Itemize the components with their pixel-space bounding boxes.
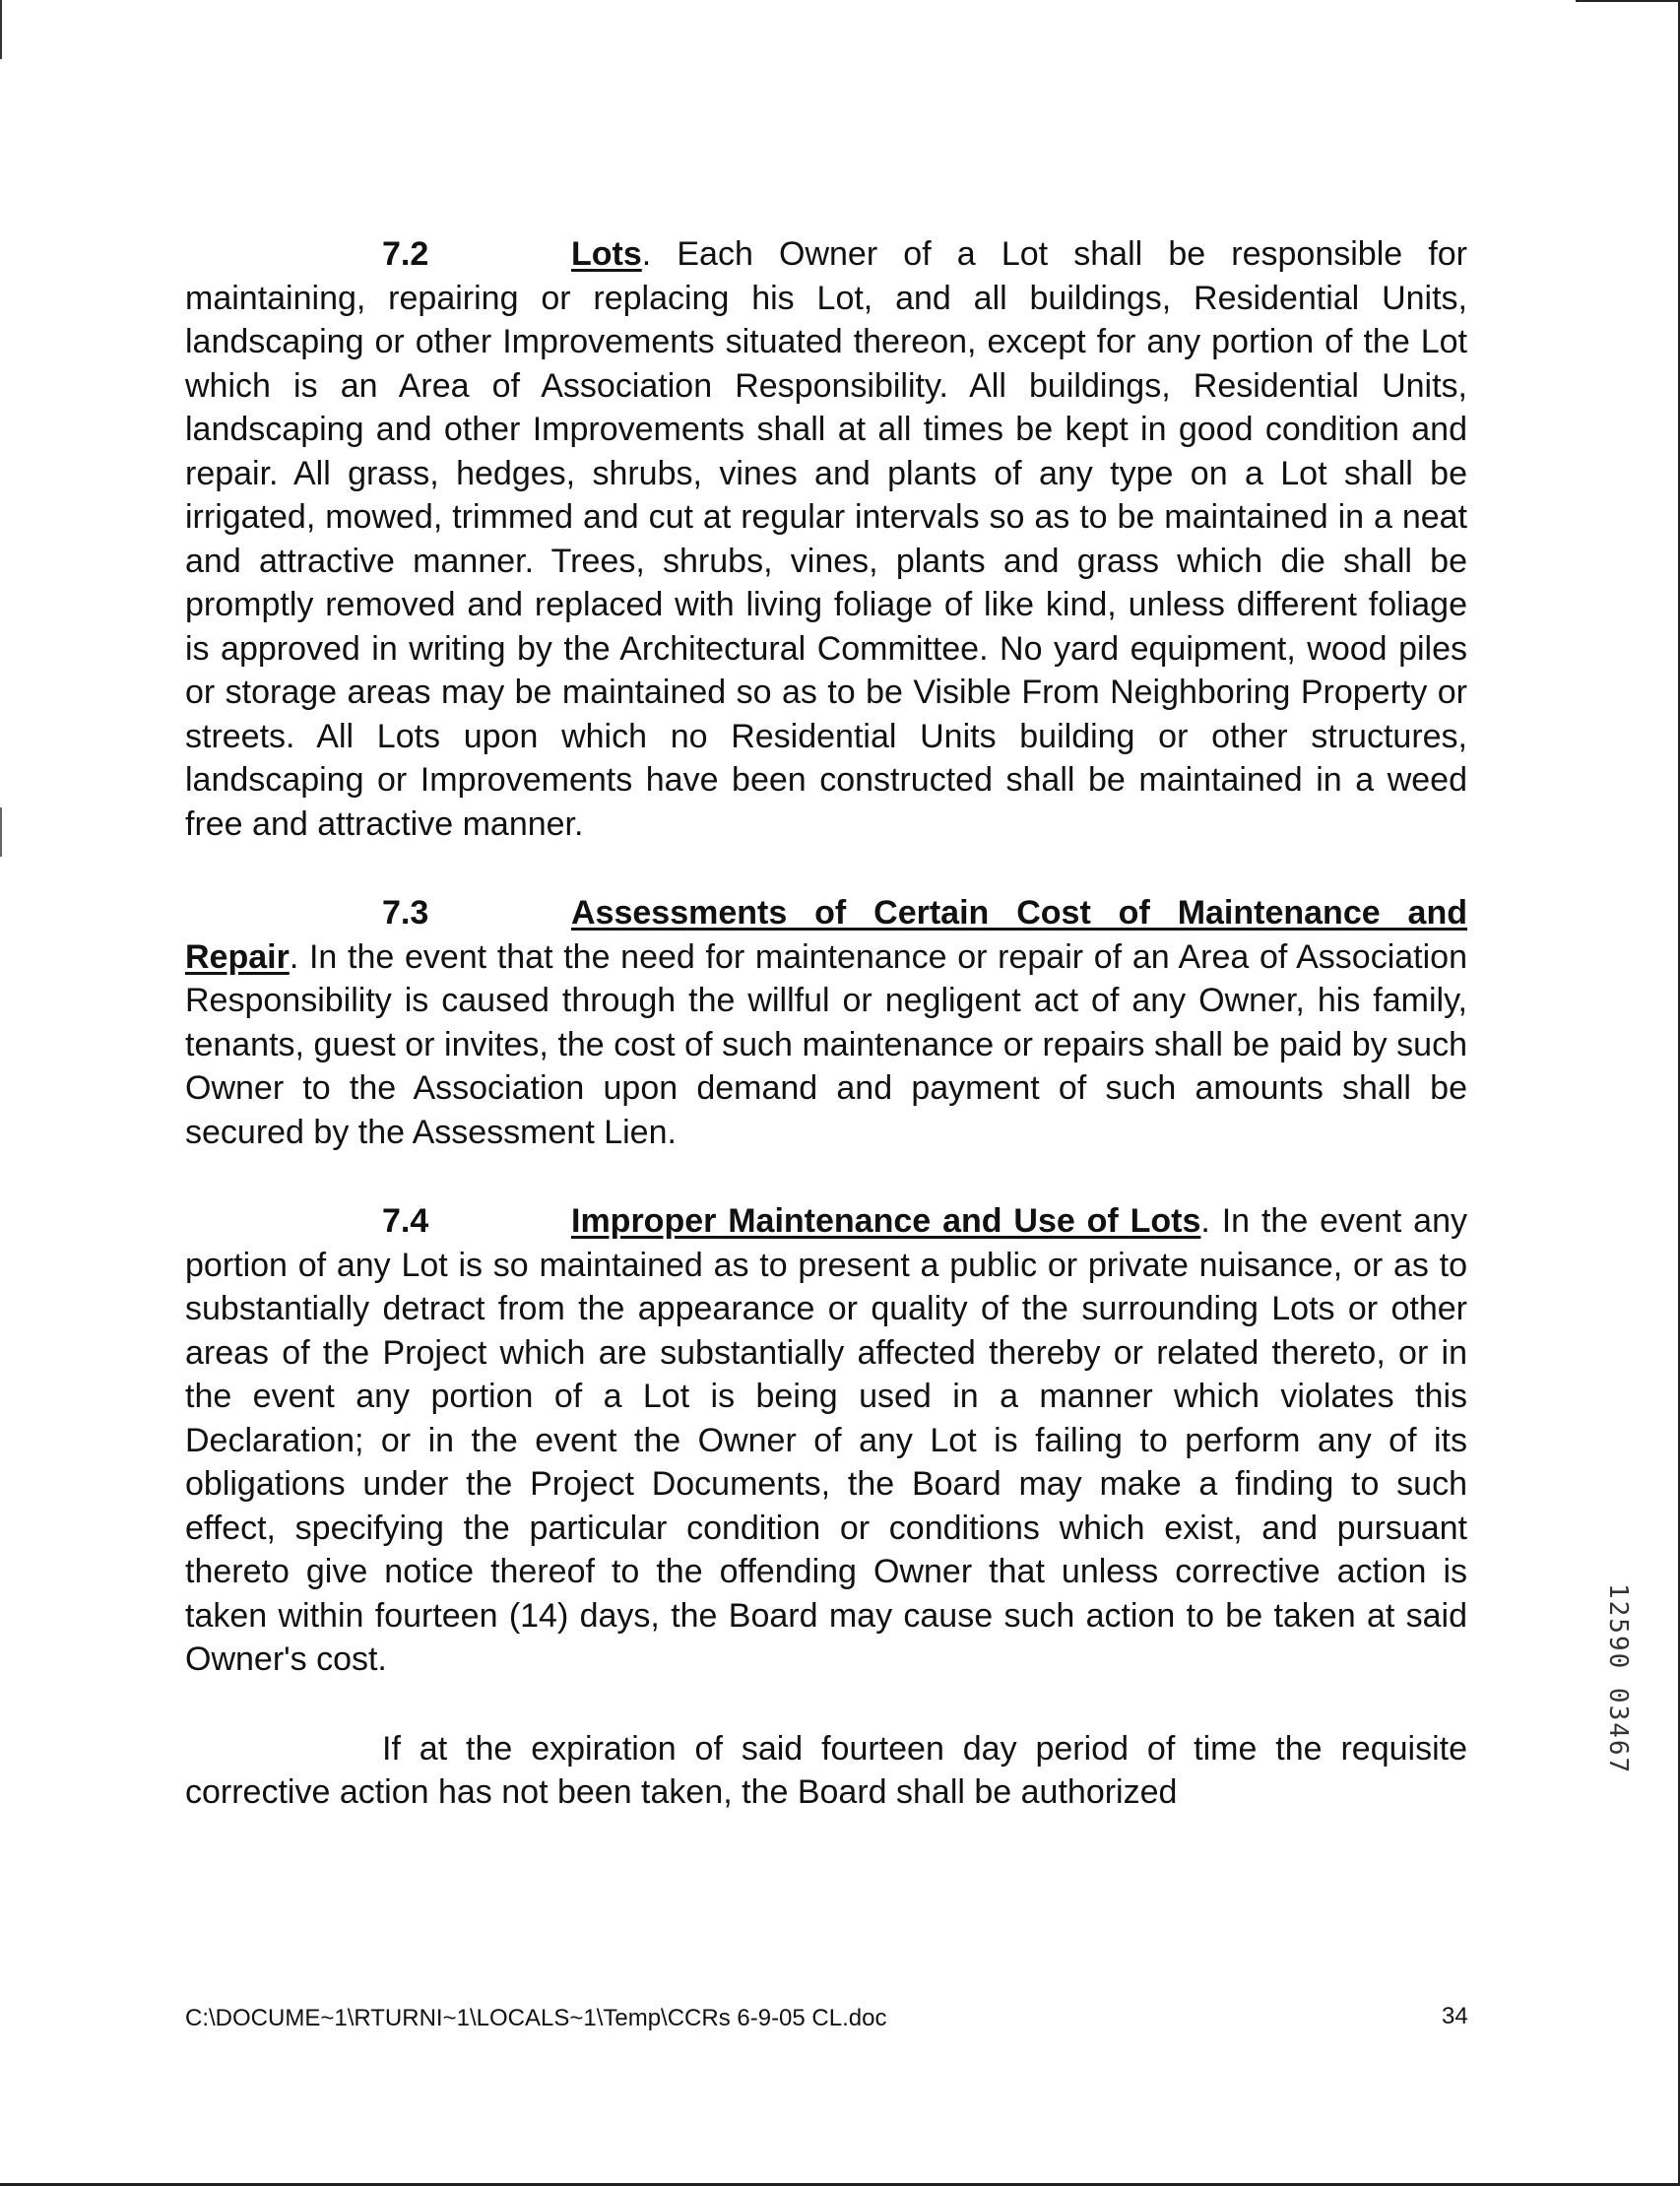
section-text: . Each Owner of a Lot shall be responsible for maintaining, repairing or replacing his Lot, and all buildings, Residential Units, landscaping or other Improvements situated thereon, except for any portion of the Lot which is an Area of Association Responsibility. All buildings, Residential Units, landscaping and other Improvements shall at all times be kept in good condition and repair. All grass, hedges, shrubs, vines and plants of any type on a Lot shall be irrigated, mowed, trimmed and cut at regular intervals so as to be maintained in a neat and attractive manner. Trees, shrubs, vines, plants and grass which die shall be promptly removed and replaced with living foliage of like kind, unless different foliage is approved in writing by the Architectural Committee. No yard equipment, wood piles or storage areas may be maintained so as to be Visible From Neighboring Property or streets. All Lots upon which no Residential Units building or other structures, landscaping or Improvements have been constructed shall be maintained in a weed free and attractive manner. [185,235,1467,843]
section-text: . In the event that the need for maintenance or repair of an Area of Association Responsibility is caused through the willful or negligent act of any Owner, his family, tenants, guest or invites, the cost of such maintenance or repairs shall be paid by such Owner to the Association upon demand and payment of such amounts shall be secured by the Assessment Lien. [185,937,1467,1151]
section-title: Lots [571,235,642,273]
section-number: 7.3 [382,894,429,932]
section-7-2 [185,232,1467,846]
page-body [185,232,1467,1860]
continuation-text: If at the expiration of said fourteen day period of time the requisite corrective action has not been taken, the Board shall be authorized [185,1729,1467,1811]
section-7-3 [185,891,1467,1154]
section-7-4 [185,1199,1467,1682]
section-title: Improper Maintenance and Use of Lots [571,1202,1201,1240]
scan-edge-left-mark [0,807,2,857]
scan-edge-top [1576,0,1680,2]
section-title: Assessments of Certain Cost of Maintenance and Repair [185,894,1467,976]
scan-edge-left [0,0,2,59]
section-number: 7.4 [382,1202,429,1240]
footer-file-path: C:\DOCUME~1\RTURNI~1\LOCALS~1\Temp\CCRs 6-9-05 CL.doc [185,2005,887,2031]
section-text: . In the event any portion of any Lot is so maintained as to present a public or private nuisance, or as to substantially detract from the appearance or quality of the surrounding Lots or other areas of the Project which are substantially affected thereby or related thereto, or in the event any portion of a Lot is being used in a manner which violates this Declaration; or in the event the Owner of any Lot is failing to perform any of its obligations under the Project Documents, the Board may make a finding to such effect, specifying the particular condition or conditions which exist, and pursuant thereto give notice thereof to the offending Owner that unless corrective action is taken within fourteen (14) days, the Board may cause such action to be taken at said Owner's cost. [185,1202,1467,1678]
recording-stamp: 12590 03467 [1603,1583,1633,1775]
page-number: 34 [1442,2003,1468,2029]
continuation-paragraph [185,1727,1467,1815]
section-number: 7.2 [382,235,429,273]
